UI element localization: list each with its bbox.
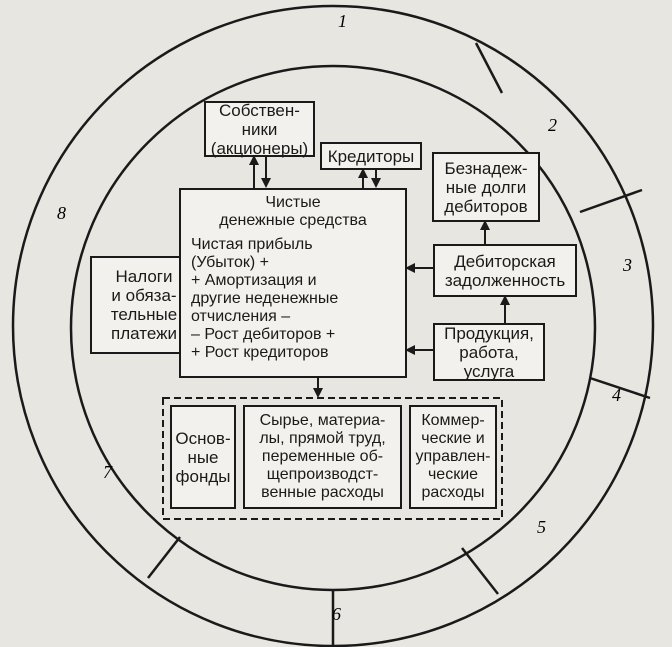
- owners-box: Собствен- ники (акционеры): [204, 101, 315, 157]
- sector-number-3: 3: [623, 255, 632, 275]
- sector-number-6: 6: [332, 604, 341, 624]
- taxes-box: Налоги и обяза- тельные платежи: [90, 256, 198, 354]
- receivables-box: Дебиторская задолженность: [433, 244, 577, 297]
- sector-number-8: 8: [57, 203, 66, 223]
- sector-number-5: 5: [537, 517, 546, 537]
- net-cash-box: [179, 188, 407, 378]
- creditors-box: Кредиторы: [320, 142, 422, 170]
- commercial-box: Коммер- ческие и управлен- ческие расходы: [409, 405, 497, 509]
- sector-number-1: 1: [338, 11, 347, 31]
- materials-box: Сырье, материа- лы, прямой труд, переменные об- щепроизводст- венные расходы: [243, 405, 402, 509]
- sector-number-4: 4: [612, 385, 621, 405]
- net-cash-formula: Чистая прибыль (Убыток) + + Амортизация и другие неденежные отчисления – – Рост дебиторов + + Рост кредиторов: [191, 236, 339, 361]
- net-cash-title: Чистые денежные средства: [219, 194, 367, 229]
- products-box: Продукция, работа, услуга: [433, 323, 545, 381]
- bad-debts-box: Безнадеж- ные долги дебиторов: [432, 152, 540, 222]
- sector-number-2: 2: [548, 115, 557, 135]
- sector-number-7: 7: [103, 462, 112, 482]
- fixed-assets-box: Основ- ные фонды: [170, 405, 236, 509]
